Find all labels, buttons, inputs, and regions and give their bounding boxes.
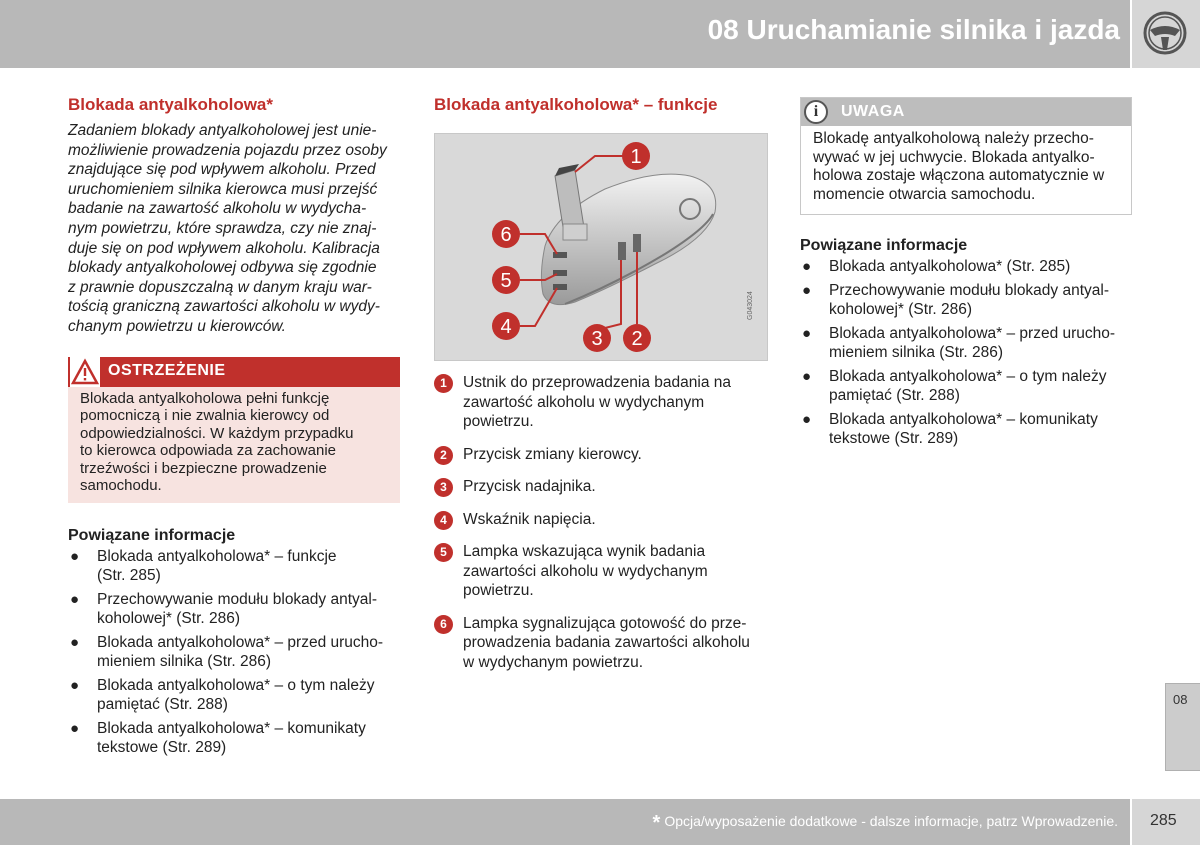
footer-note-text: Opcja/wyposażenie dodatkowe - dalsze informacje, patrz Wprowadzenie. (664, 813, 1118, 829)
svg-text:3: 3 (591, 328, 603, 350)
breathalyzer-drawing (435, 134, 767, 360)
intro-line: uruchomieniem silnika kierowca musi przejść (68, 180, 378, 198)
note-header (801, 98, 1131, 126)
note-text (801, 126, 1131, 214)
list-item: 6 Lampka sygnalizująca gotowość do prze- prowadzenia badania zawartości alkoholu w wydychanym powietrzu. (434, 614, 770, 673)
intro-line: blokady antyalkoholowej odbywa się zgodnie (68, 259, 377, 277)
section-heading: Blokada antyalkoholowa* – funkcje (434, 95, 718, 114)
warning-label: OSTRZEŻENIE (108, 361, 226, 379)
svg-text:6: 6 (500, 224, 512, 246)
number-badge: 5 (434, 543, 453, 562)
warning-line: trzeźwości i bezpieczne prowadzenie (80, 459, 327, 477)
svg-text:4: 4 (500, 316, 512, 338)
related-link[interactable]: ● Blokada antyalkoholowa* – komunikaty tekstowe (Str. 289) (70, 719, 366, 756)
component-list (434, 373, 770, 672)
note-line: Blokadę antyalkoholową należy przecho- (813, 130, 1094, 147)
figure-code: G043024 (747, 291, 754, 320)
section-heading: Blokada antyalkoholowa* (68, 95, 273, 114)
callout-3 (583, 324, 611, 352)
related-link[interactable]: ● Blokada antyalkoholowa* – o tym należy pamiętać (Str. 288) (70, 676, 375, 713)
related-info-title: Powiązane informacje (68, 526, 236, 544)
list-item: 1 Ustnik do przeprowadzenia badania na zawartość alkoholu w wydychanym powietrzu. (434, 373, 770, 432)
chapter-side-tab[interactable] (1165, 683, 1200, 771)
bullet-icon: ● (802, 368, 812, 385)
warning-text (68, 387, 400, 503)
callout-5 (492, 266, 520, 294)
bullet-icon: ● (70, 547, 80, 565)
intro-line: badanie na zawartość alkoholu w wydycha- (68, 200, 367, 218)
footer-asterisk: * (652, 812, 661, 834)
column-functions (434, 95, 770, 685)
related-link[interactable]: ● Blokada antyalkoholowa* – o tym należy pamiętać (Str. 288) (802, 368, 1107, 404)
intro-line: duje się on pod wpływem alkoholu. Kalibracja (68, 239, 380, 257)
note-label: UWAGA (841, 103, 905, 120)
list-item: 2 Przycisk zmiany kierowcy. (434, 445, 770, 465)
warning-line: Blokada antyalkoholowa pełni funkcję (80, 389, 330, 407)
intro-line: możliwienie prowadzenia pojazdu przez osoby (68, 141, 387, 159)
callout-2 (623, 324, 651, 352)
related-info-list (800, 257, 1132, 448)
related-link[interactable]: ● Blokada antyalkoholowa* – funkcje (Str. 285) (70, 547, 337, 584)
column-note (800, 95, 1132, 453)
warning-line: to kierowca odpowiada za zachowanie (80, 442, 336, 460)
note-box (800, 97, 1132, 215)
intro-line: z prawnie dopuszczalną w danym kraju war- (68, 278, 372, 296)
number-badge: 4 (434, 511, 453, 530)
note-line: wywać w jej uchwycie. Blokada antyalko- (813, 148, 1095, 166)
intro-line: nym powietrzu, które sprawdza, czy nie znaj- (68, 219, 377, 237)
list-item: 3 Przycisk nadajnika. (434, 477, 770, 497)
related-info-list (68, 547, 400, 757)
bullet-icon: ● (70, 590, 80, 608)
intro-line: Zadaniem blokady antyalkoholowej jest unie- (68, 122, 377, 139)
related-link[interactable]: ● Blokada antyalkoholowa* – komunikaty tekstowe (Str. 289) (802, 411, 1098, 447)
warning-line: odpowiedzialności. W każdym przypadku (80, 424, 354, 442)
number-badge: 3 (434, 478, 453, 497)
chapter-title: 08 Uruchamianie silnika i jazda (707, 14, 1120, 45)
warning-box (68, 357, 400, 503)
breathalyzer-illustration (434, 133, 768, 361)
number-badge: 2 (434, 446, 453, 465)
bullet-icon: ● (70, 633, 80, 651)
bullet-icon: ● (802, 411, 812, 428)
info-icon: i (804, 100, 828, 124)
related-link[interactable]: ● Przechowywanie modułu blokady antyal- koholowej* (Str. 286) (70, 590, 378, 627)
related-link[interactable]: ● Przechowywanie modułu blokady antyal- koholowej* (Str. 286) (802, 282, 1110, 318)
bullet-icon: ● (70, 676, 80, 694)
callout-6 (492, 220, 520, 248)
list-item: 4 Wskaźnik napięcia. (434, 510, 770, 530)
svg-text:1: 1 (630, 146, 642, 168)
warning-triangle-icon (70, 357, 100, 387)
intro-line: tością graniczną zawartości alkoholu w wydy- (68, 298, 380, 316)
page-number: 285 (1150, 812, 1177, 829)
warning-line: pomocniczą i nie zwalnia kierowcy od (80, 407, 330, 425)
steering-wheel-icon (1142, 10, 1188, 56)
intro-line: znajdujące się pod wpływem alkoholu. Przed (68, 161, 376, 179)
bullet-icon: ● (70, 719, 80, 737)
warning-line: samochodu. (80, 477, 162, 495)
intro-line: chanym powietrzu u kierowców. (68, 317, 286, 335)
chapter-tab-number: 08 (1173, 692, 1188, 707)
list-item: 5 Lampka wskazująca wynik badania zawartości alkoholu w wydychanym powietrzu. (434, 542, 770, 601)
bullet-icon: ● (802, 325, 812, 342)
callout-1 (622, 142, 650, 170)
related-info-title: Powiązane informacje (800, 237, 968, 254)
number-badge: 1 (434, 374, 453, 393)
bullet-icon: ● (802, 258, 812, 275)
related-link[interactable]: ● Blokada antyalkoholowa* – przed urucho- mieniem silnika (Str. 286) (70, 633, 384, 670)
intro-paragraph (68, 121, 400, 337)
warning-header (68, 357, 400, 387)
bullet-icon: ● (802, 282, 812, 299)
callout-4 (492, 312, 520, 340)
footer-note (653, 812, 1118, 835)
note-line: momencie otwarcia samochodu. (813, 185, 1036, 203)
number-badge: 6 (434, 615, 453, 634)
svg-text:5: 5 (500, 270, 512, 292)
column-intro (68, 95, 400, 762)
related-link[interactable]: ● Blokada antyalkoholowa* (Str. 285) (802, 258, 1071, 275)
related-link[interactable]: ● Blokada antyalkoholowa* – przed urucho- mieniem silnika (Str. 286) (802, 325, 1116, 361)
note-line: holowa zostaje włączona automatycznie w (813, 167, 1105, 184)
svg-text:2: 2 (631, 328, 643, 350)
